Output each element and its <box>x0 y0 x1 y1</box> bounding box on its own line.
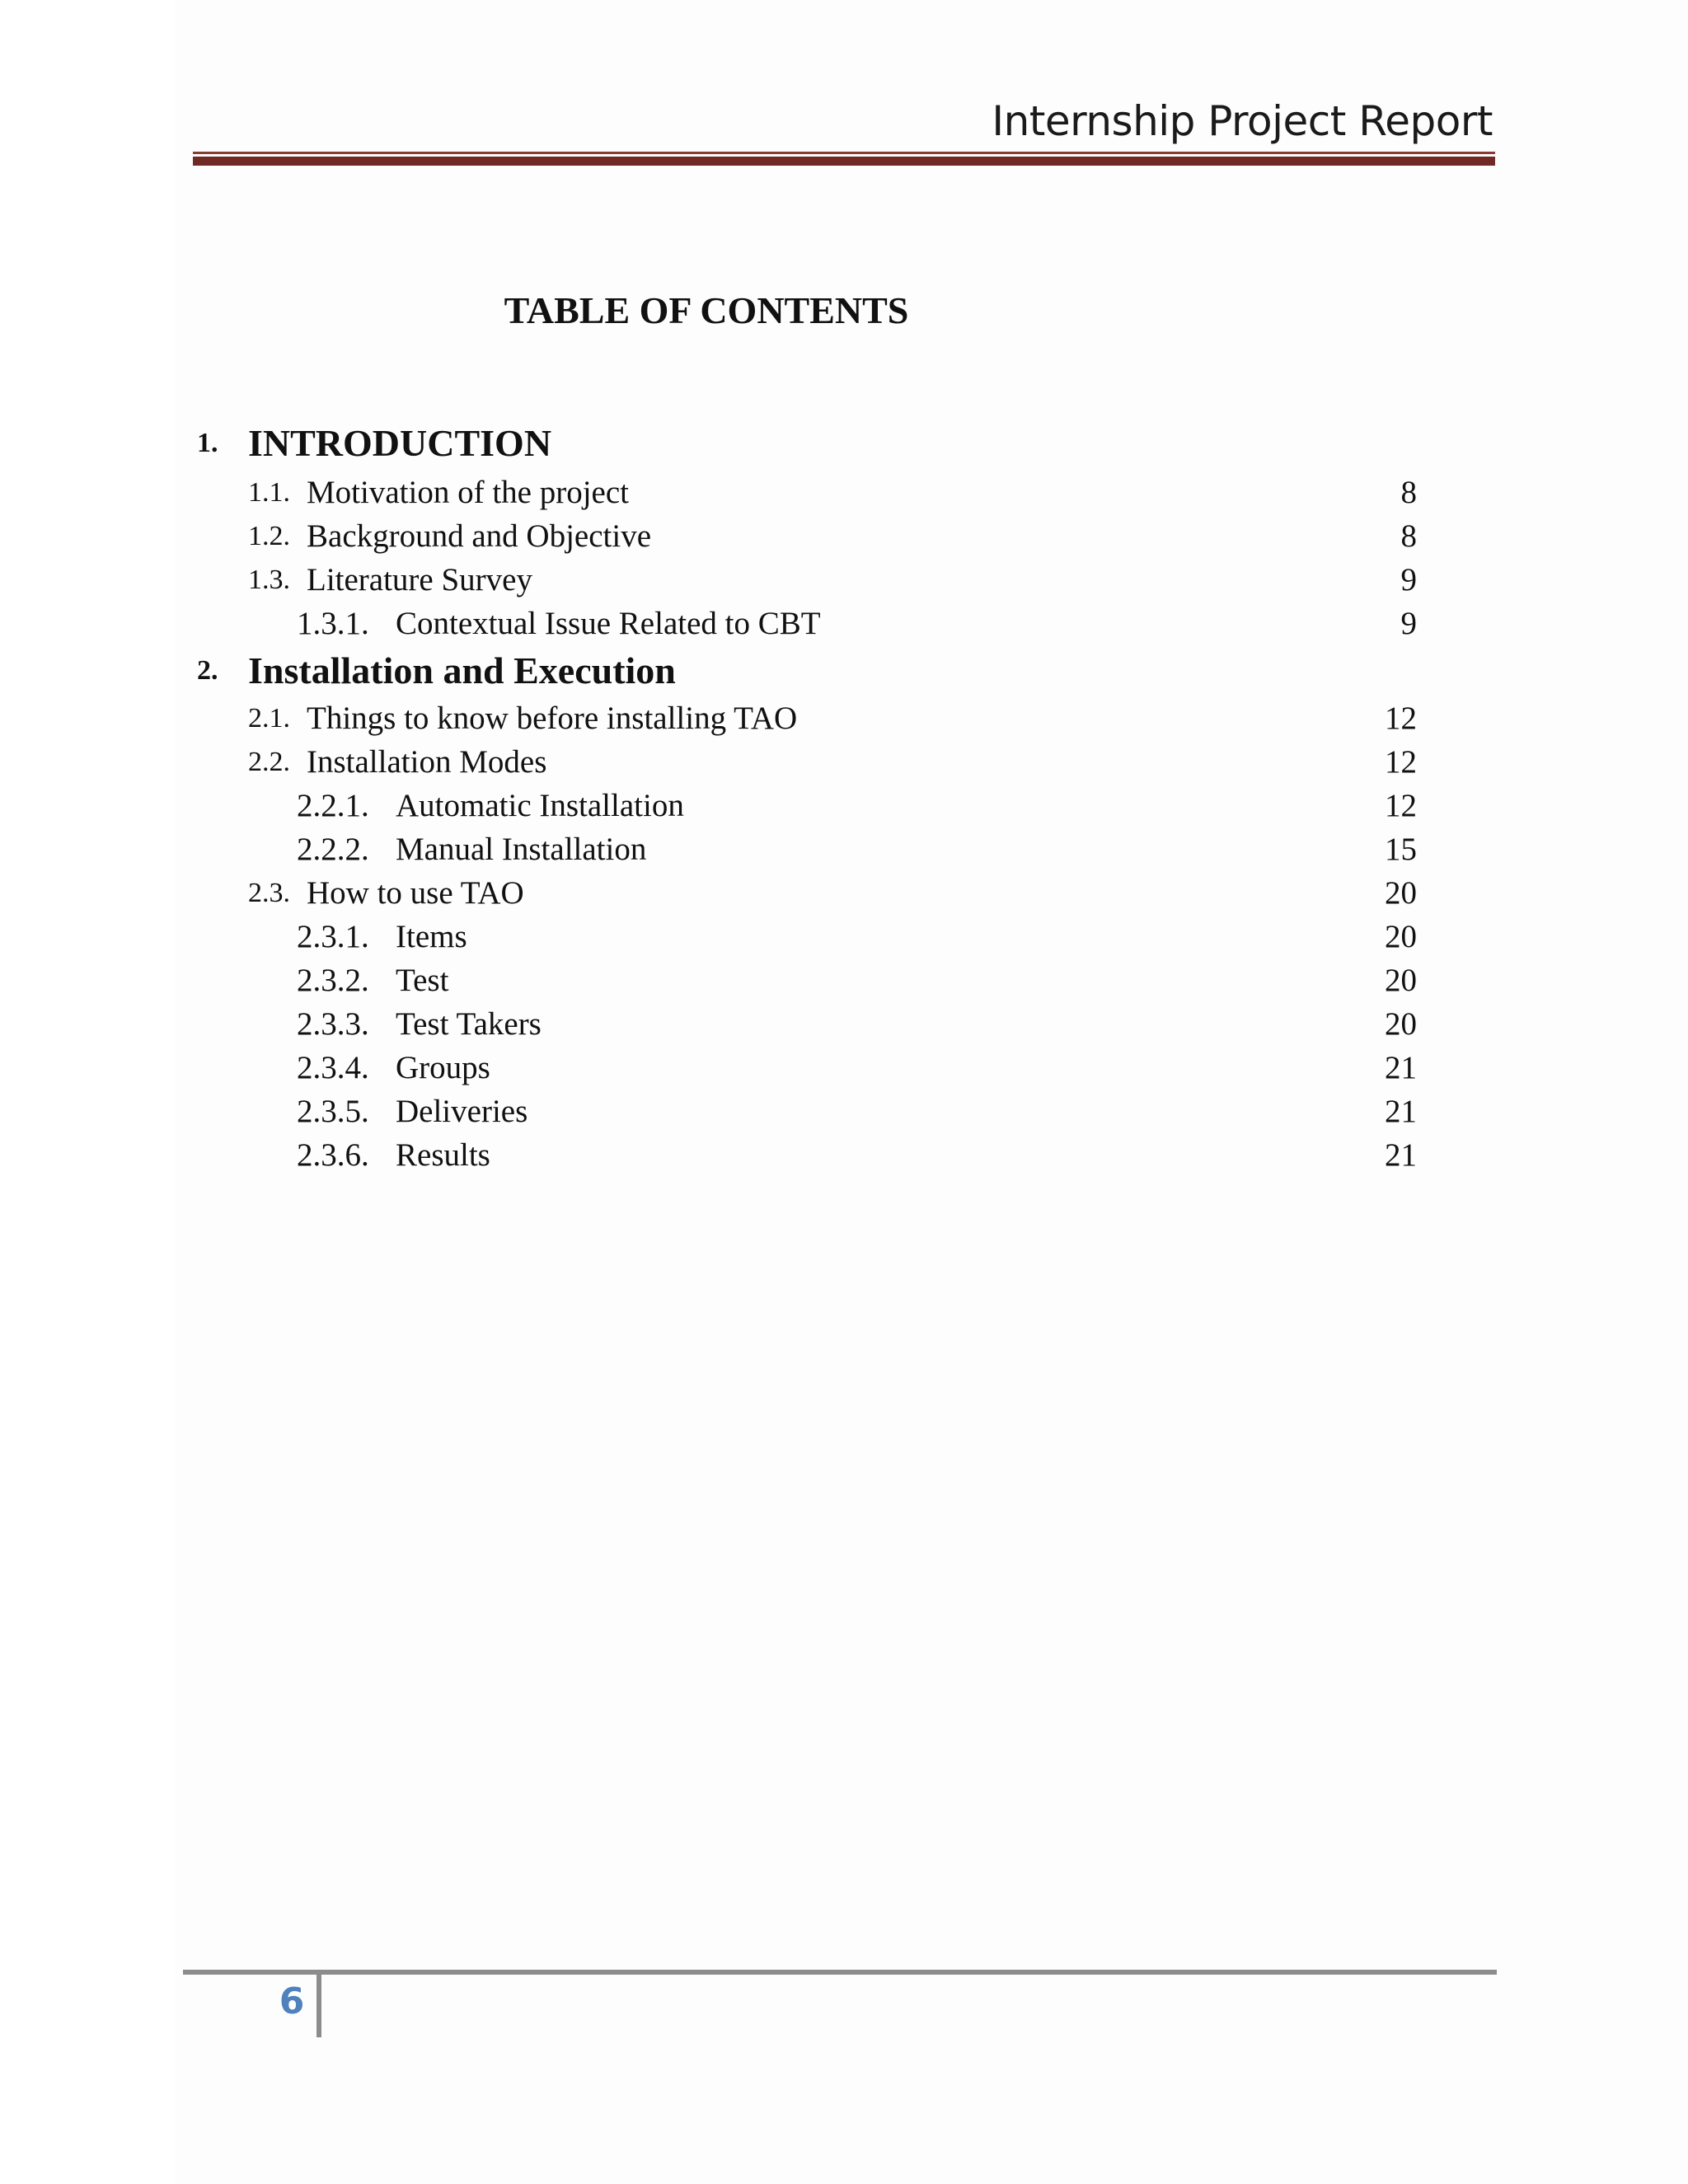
toc-entry-title: Things to know before installing TAO <box>307 701 798 736</box>
toc-entry-number: 1.3.1. <box>297 606 369 641</box>
toc-entry-page: 20 <box>1385 963 1417 998</box>
toc-entry-motivation[interactable] <box>0 470 1688 516</box>
toc-entry-page: 8 <box>1400 518 1417 554</box>
toc-entry-number: 1. <box>197 428 218 458</box>
toc-entry-number: 2.3.1. <box>297 919 369 954</box>
toc-entry-how-to-use[interactable] <box>0 870 1688 916</box>
toc-entry-page: 20 <box>1385 919 1417 954</box>
toc-entry-title: Installation and Execution <box>248 649 676 691</box>
toc-entry-literature-survey[interactable] <box>0 557 1688 603</box>
toc-entry-title: How to use TAO <box>307 875 524 911</box>
toc-entry-deliveries[interactable] <box>0 1089 1688 1135</box>
toc-entry-number: 2.3.4. <box>297 1050 369 1085</box>
running-header-title: Internship Project Report <box>992 97 1493 145</box>
toc-entry-title: Test <box>396 963 449 998</box>
toc-entry-page: 12 <box>1385 701 1417 736</box>
toc-entry-number: 2.3.5. <box>297 1094 369 1129</box>
toc-entry-page: 20 <box>1385 1006 1417 1042</box>
toc-entry-number: 2.2. <box>248 747 290 777</box>
page-number: 6 <box>279 1980 305 2022</box>
toc-entry-page: 21 <box>1385 1050 1417 1085</box>
toc-entry-number: 2.3.6. <box>297 1137 369 1173</box>
toc-entry-results[interactable] <box>0 1132 1688 1179</box>
toc-entry-number: 1.1. <box>248 477 290 508</box>
toc-entry-title: Automatic Installation <box>396 788 684 823</box>
toc-heading: TABLE OF CONTENTS <box>504 289 909 331</box>
toc-entry-title: Manual Installation <box>396 832 647 867</box>
toc-entry-page: 12 <box>1385 788 1417 823</box>
toc-entry-number: 1.3. <box>248 565 290 595</box>
toc-entry-title: Deliveries <box>396 1094 528 1129</box>
toc-entry-title: Results <box>396 1137 490 1173</box>
toc-entry-number: 2.3.3. <box>297 1006 369 1042</box>
toc-entry-groups[interactable] <box>0 1045 1688 1091</box>
toc-entry-page: 21 <box>1385 1094 1417 1129</box>
toc-entry-title: Contextual Issue Related to CBT <box>396 606 821 641</box>
toc-entry-number: 2. <box>197 655 218 686</box>
toc-entry-automatic-installation[interactable] <box>0 783 1688 829</box>
toc-entry-page: 9 <box>1400 606 1417 641</box>
toc-entry-title: Motivation of the project <box>307 475 629 510</box>
footer-rule <box>183 1970 1497 1975</box>
toc-entry-number: 2.3. <box>248 878 290 908</box>
toc-entry-installation-execution[interactable] <box>0 648 1688 694</box>
toc-entry-page: 9 <box>1400 562 1417 598</box>
toc-entry-items[interactable] <box>0 914 1688 960</box>
toc-entry-number: 2.2.1. <box>297 788 369 823</box>
toc-entry-number: 1.2. <box>248 521 290 551</box>
toc-entry-page: 15 <box>1385 832 1417 867</box>
toc-entry-title: INTRODUCTION <box>248 422 552 464</box>
toc-entry-page: 8 <box>1400 475 1417 510</box>
toc-entry-background[interactable] <box>0 513 1688 560</box>
toc-entry-title: Installation Modes <box>307 744 547 780</box>
toc-entry-page: 20 <box>1385 875 1417 911</box>
toc-entry-number: 2.2.2. <box>297 832 369 867</box>
toc-entry-things-to-know[interactable] <box>0 696 1688 742</box>
toc-entry-title: Items <box>396 919 467 954</box>
footer-divider <box>316 1975 321 2037</box>
toc-entry-test[interactable] <box>0 958 1688 1004</box>
toc-entry-title: Background and Objective <box>307 518 652 554</box>
toc-entry-number: 2.1. <box>248 703 290 733</box>
toc-entry-test-takers[interactable] <box>0 1001 1688 1047</box>
toc-entry-title: Groups <box>396 1050 490 1085</box>
toc-entry-manual-installation[interactable] <box>0 827 1688 873</box>
toc-entry-introduction[interactable] <box>0 420 1688 466</box>
toc-entry-installation-modes[interactable] <box>0 739 1688 785</box>
toc-entry-contextual-issue[interactable] <box>0 601 1688 647</box>
toc-entry-title: Test Takers <box>396 1006 542 1042</box>
toc-entry-title: Literature Survey <box>307 562 532 598</box>
toc-entry-page: 21 <box>1385 1137 1417 1173</box>
toc-entry-page: 12 <box>1385 744 1417 780</box>
header-rule-thin <box>193 152 1495 154</box>
toc-entry-number: 2.3.2. <box>297 963 369 998</box>
header-rule-thick <box>193 157 1495 166</box>
